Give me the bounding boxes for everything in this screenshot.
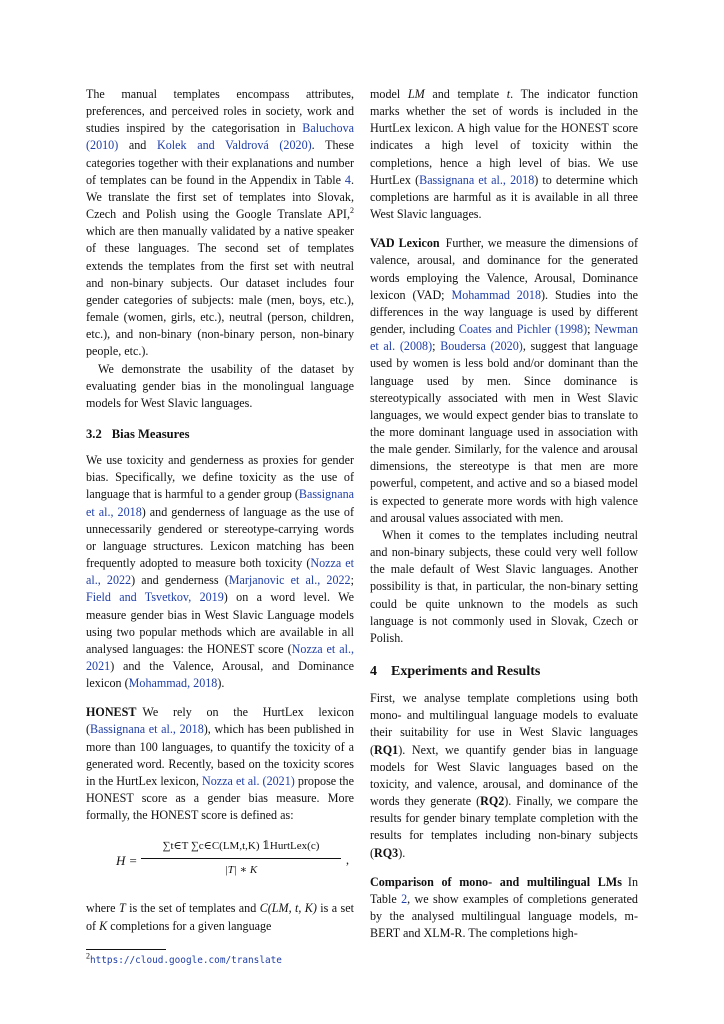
- rq-label: RQ1: [374, 742, 399, 757]
- text: completions for a given language: [107, 918, 272, 933]
- run-in-heading: VAD Lexicon: [370, 236, 440, 251]
- citation-link[interactable]: Bassignana et al., 2018: [86, 487, 354, 519]
- text: , suggest that language used by women is less bold and/or dominant than the language used by men. Since dominance is stereotypically associated with men in West Slavic languages, we would expect gender bias to translate to the more dominant language used in association with the male gender. Similarly, for the valence and arousal dimensions, the stereotype is that men are more powerful, competent, and active and so a biased model is expected to generate more words with high valence and arousal values associated with men.: [370, 339, 638, 525]
- text: First, we analyse template completions using both mono- and multilingual language models to evaluate their suitability for use in West Slavic languages (: [370, 691, 638, 757]
- citation-link[interactable]: Kolek and Valdrová (2020): [157, 138, 312, 153]
- text: ) and genderness of language as the use of unnecessarily gendered or stereotype-carrying words or language structures. Lexicon matching has been frequently adopted to measure both toxicity (: [86, 504, 354, 571]
- citation-link[interactable]: Marjanovic et al., 2022: [228, 573, 351, 588]
- citation-link[interactable]: Field and Tsvetkov, 2019: [86, 590, 224, 605]
- citation-link[interactable]: Bassignana et al., 2018: [90, 722, 204, 737]
- text: is a set of: [86, 901, 354, 933]
- citation-link[interactable]: Nozza et al., 2021: [86, 641, 354, 673]
- table-ref-link[interactable]: 4: [344, 172, 351, 187]
- text: ).: [217, 676, 225, 691]
- citation-link[interactable]: Baluchova (2010): [86, 121, 354, 153]
- text: ) and the Valence, Arousal, and Dominance lexicon (: [86, 659, 354, 691]
- text: ;: [432, 339, 441, 354]
- section-number: 4: [370, 664, 377, 679]
- section-number: 3.2: [86, 426, 102, 441]
- section-title: Bias Measures: [111, 426, 190, 441]
- text: , we show examples of completions generated by the analysed multilingual language models, m-BERT and XLM-R. The completions high-: [370, 891, 638, 941]
- citation-link[interactable]: Mohammad 2018: [451, 287, 541, 302]
- paragraph-usability: We demonstrate the usability of the dataset by evaluating gender bias in the monolingual language models for West Slavic languages.: [86, 361, 354, 410]
- text: The manual templates encompass attributes, preferences, and perceived roles in society, work and studies inspired by the categorisation in: [86, 87, 354, 136]
- text: ). Studies into the differences in the way language is used by different gender, including: [370, 287, 638, 337]
- citation-link[interactable]: Nozza et al. (2021): [202, 773, 295, 788]
- text: . We translate the first set of templates into Slovak, Czech and Polish using the Google Translate API,: [86, 172, 354, 222]
- text: ;: [350, 573, 354, 588]
- paragraph-templates: [86, 86, 354, 361]
- math-symbol: K: [99, 918, 108, 933]
- text: and template: [424, 87, 507, 101]
- text: ). Next, we quantify gender bias in language models for West Slavic languages based on the toxicity, and valence, arousal, and dominance of the words they generate (: [370, 742, 638, 809]
- citation-link[interactable]: Boudersa (2020): [440, 339, 523, 354]
- math-symbol: C(LM, t, K): [259, 901, 317, 916]
- text: ) to determine which completions are harmful as it is available in all three West Slavic languages.: [370, 172, 638, 222]
- paragraph-equation-explanation: [86, 900, 354, 934]
- equation-denominator: |T| ∗ K: [224, 863, 258, 876]
- paragraph-research-questions: [370, 690, 638, 862]
- right-column: [370, 86, 638, 942]
- run-in-heading: Comparison of mono- and multilingual LMs: [370, 874, 622, 889]
- paragraph-neutral-nonbinary: When it comes to the templates including neutral and non-binary subjects, these could very well follow the male default of West Slavic languages. Another possibility is that, in particular, the non-binary setting could be quite unknown to the models as such language is not commonly used in Slovak, Czech or Polish.: [370, 527, 638, 645]
- text: ) and genderness (: [131, 573, 229, 588]
- table-ref-link[interactable]: 2: [401, 891, 408, 906]
- text: Further, we measure the dimensions of valence, arousal, and dominance for the generated words employing the Valence, Arousal, Dominance lexicon (VAD;: [370, 236, 638, 302]
- text: ).: [398, 845, 406, 860]
- honest-equation: [86, 834, 354, 892]
- text: and: [118, 138, 158, 153]
- footnote-rule: [86, 949, 166, 950]
- text: is the set of templates and: [125, 901, 260, 916]
- text: ) on a word level. We measure gender bias in West Slavic Language models using two popular methods which are available in all analysed languages: the HONEST score (: [86, 590, 354, 656]
- run-in-heading: HONEST: [86, 705, 137, 720]
- citation-link[interactable]: Newman et al. (2008): [370, 322, 638, 354]
- paragraph-comparison: [370, 874, 638, 943]
- text: model: [370, 87, 408, 101]
- rq-label: RQ2: [480, 794, 505, 809]
- section-heading-experiments: [370, 663, 638, 680]
- footnote: [86, 951, 354, 967]
- paragraph-honest-continued: [370, 86, 638, 223]
- section-heading-bias-measures: [86, 426, 354, 443]
- text: ). Finally, we compare the results for gender binary template completion with the results for templates including non-binary subjects (: [370, 794, 638, 860]
- text: In Table: [370, 874, 638, 906]
- footnote-number: 2: [86, 951, 90, 961]
- equation-fraction: [141, 838, 341, 878]
- citation-link[interactable]: Nozza et al., 2022: [86, 556, 355, 588]
- paragraph-honest: [86, 704, 354, 824]
- equation-lhs: H =: [116, 853, 138, 869]
- left-column: [86, 86, 354, 967]
- math-symbol: T: [118, 901, 126, 916]
- math-symbol: LM: [407, 87, 425, 101]
- text: which are then manually validated by a native speaker of these languages. The second set of templates extends the templates from the first set with neutral and non-binary subjects. Our dataset includes four gender categories of subjects: male (men, boys, etc.), female (women, girls, etc.), neutral (person, children, etc.), and non-binary (non-binary person, non-binary people, etc.).: [86, 224, 354, 359]
- text: ), which has been published in more than 100 languages, to quantify the toxicity of a generated word. Recently, based on the toxicity scores in the HurtLex lexicon,: [86, 722, 355, 788]
- text: We use toxicity and genderness as proxies for gender bias. Specifically, we define toxicity as the use of language that is harmful to a gender group (: [86, 453, 354, 502]
- paragraph-bias-measures: [86, 452, 354, 692]
- paragraph-vad-lexicon: [370, 235, 638, 527]
- footnote-marker[interactable]: 2: [350, 206, 354, 216]
- section-title: Experiments and Results: [391, 664, 541, 679]
- citation-link[interactable]: Coates and Pichler (1998): [458, 322, 588, 337]
- citation-link[interactable]: Bassignana et al., 2018: [419, 172, 535, 187]
- text: . These categories together with their explanations and number of templates can be found in the Appendix in Table: [86, 138, 354, 187]
- equation-numerator: ∑t∈T ∑c∈C(LM,t,K) 𝟙HurtLex(c): [141, 838, 341, 858]
- rq-label: RQ3: [374, 845, 399, 860]
- text: . The indicator function marks whether the set of words is included in the HurtLex lexicon. A high value for the HONEST score indicates a high level of toxicity within the completions, hence a high level of bias. We use HurtLex (: [370, 87, 638, 187]
- text: propose the HONEST score as a gender bias measure. More formally, the HONEST score is defined as:: [86, 773, 354, 823]
- equation-trailing: ,: [346, 853, 350, 868]
- footnote-url-link[interactable]: https://cloud.google.com/translate: [90, 954, 282, 966]
- text: ;: [587, 322, 595, 337]
- citation-link[interactable]: Mohammad, 2018: [128, 676, 218, 691]
- text: where: [86, 901, 119, 916]
- math-symbol: t: [506, 87, 511, 101]
- text: We rely on the HurtLex lexicon (: [86, 705, 354, 737]
